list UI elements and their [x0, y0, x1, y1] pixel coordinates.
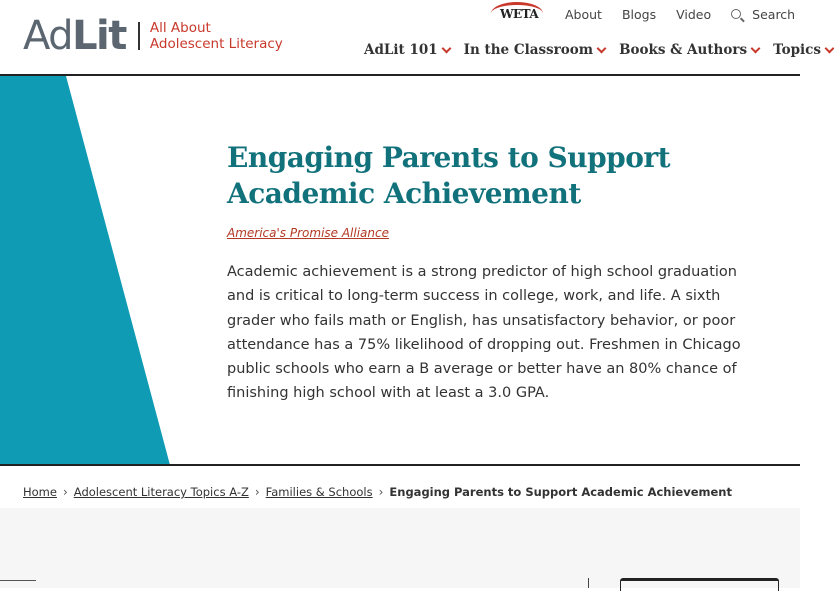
nav-label: AdLit 101	[364, 42, 438, 58]
chevron-right-icon: ›	[62, 485, 68, 499]
teal-accent-polygon	[0, 76, 170, 465]
site-logo[interactable]	[23, 12, 283, 60]
site-header	[0, 0, 821, 76]
search-label: Search	[752, 6, 796, 22]
logo-divider	[138, 22, 140, 50]
about-link[interactable]: About	[565, 6, 602, 22]
tagline-line-2: Adolescent Literacy	[149, 36, 283, 52]
column-divider	[588, 578, 589, 588]
sidebar-box	[620, 578, 779, 591]
logo-lit: Lit	[72, 13, 126, 59]
nav-item-topics[interactable]	[773, 42, 833, 58]
search-icon	[731, 9, 741, 19]
hero-divider	[0, 464, 800, 466]
tagline-line-1: All About	[149, 20, 211, 36]
nav-label: In the Classroom	[463, 42, 594, 58]
chevron-right-icon: ›	[378, 485, 384, 499]
logo-ad: Ad	[23, 13, 73, 59]
chevron-down-icon	[825, 43, 834, 53]
nav-item-books-authors[interactable]	[619, 42, 759, 58]
chevron-down-icon	[441, 43, 451, 53]
nav-item-adlit-101[interactable]	[364, 42, 450, 58]
main-nav	[364, 42, 833, 58]
video-link[interactable]: Video	[676, 6, 712, 22]
logo-wordmark	[23, 12, 126, 60]
nav-label: Topics	[773, 42, 821, 58]
breadcrumb	[23, 485, 732, 499]
hero-section	[0, 76, 800, 465]
breadcrumb-topics-a-z[interactable]: Adolescent Literacy Topics A-Z	[73, 485, 249, 499]
content-area	[0, 508, 800, 588]
page-title: Engaging Parents to Support Academic Achievement	[227, 141, 671, 210]
breadcrumb-families-schools[interactable]: Families & Schools	[265, 485, 373, 499]
source-link[interactable]: America's Promise Alliance	[227, 226, 389, 240]
nav-item-in-the-classroom[interactable]	[464, 42, 605, 58]
utility-nav	[490, 5, 795, 23]
breadcrumb-current: Engaging Parents to Support Academic Achievement	[389, 485, 732, 499]
search-button[interactable]	[731, 7, 795, 22]
left-rule	[0, 580, 36, 581]
chevron-down-icon	[751, 43, 761, 53]
nav-label: Books & Authors	[619, 42, 748, 58]
site-tagline	[150, 20, 283, 52]
chevron-down-icon	[597, 43, 607, 53]
breadcrumb-home[interactable]: Home	[23, 485, 57, 499]
weta-logo-text: WETA	[500, 7, 539, 21]
weta-logo[interactable]	[490, 3, 546, 25]
chevron-right-icon: ›	[254, 485, 260, 499]
article-summary: Academic achievement is a strong predictor of high school graduation and is critical to long-term success in college, work, and life. A sixth grader who fails math or English, has unsatisfactory behavior, or poor attendance has a 75% likelihood of dropping out. Freshmen in Chicago public schools who earn a B average or better have an 80% chance of finishing high school with at least a 3.0 GPA.	[227, 264, 741, 402]
blogs-link[interactable]: Blogs	[621, 6, 657, 22]
